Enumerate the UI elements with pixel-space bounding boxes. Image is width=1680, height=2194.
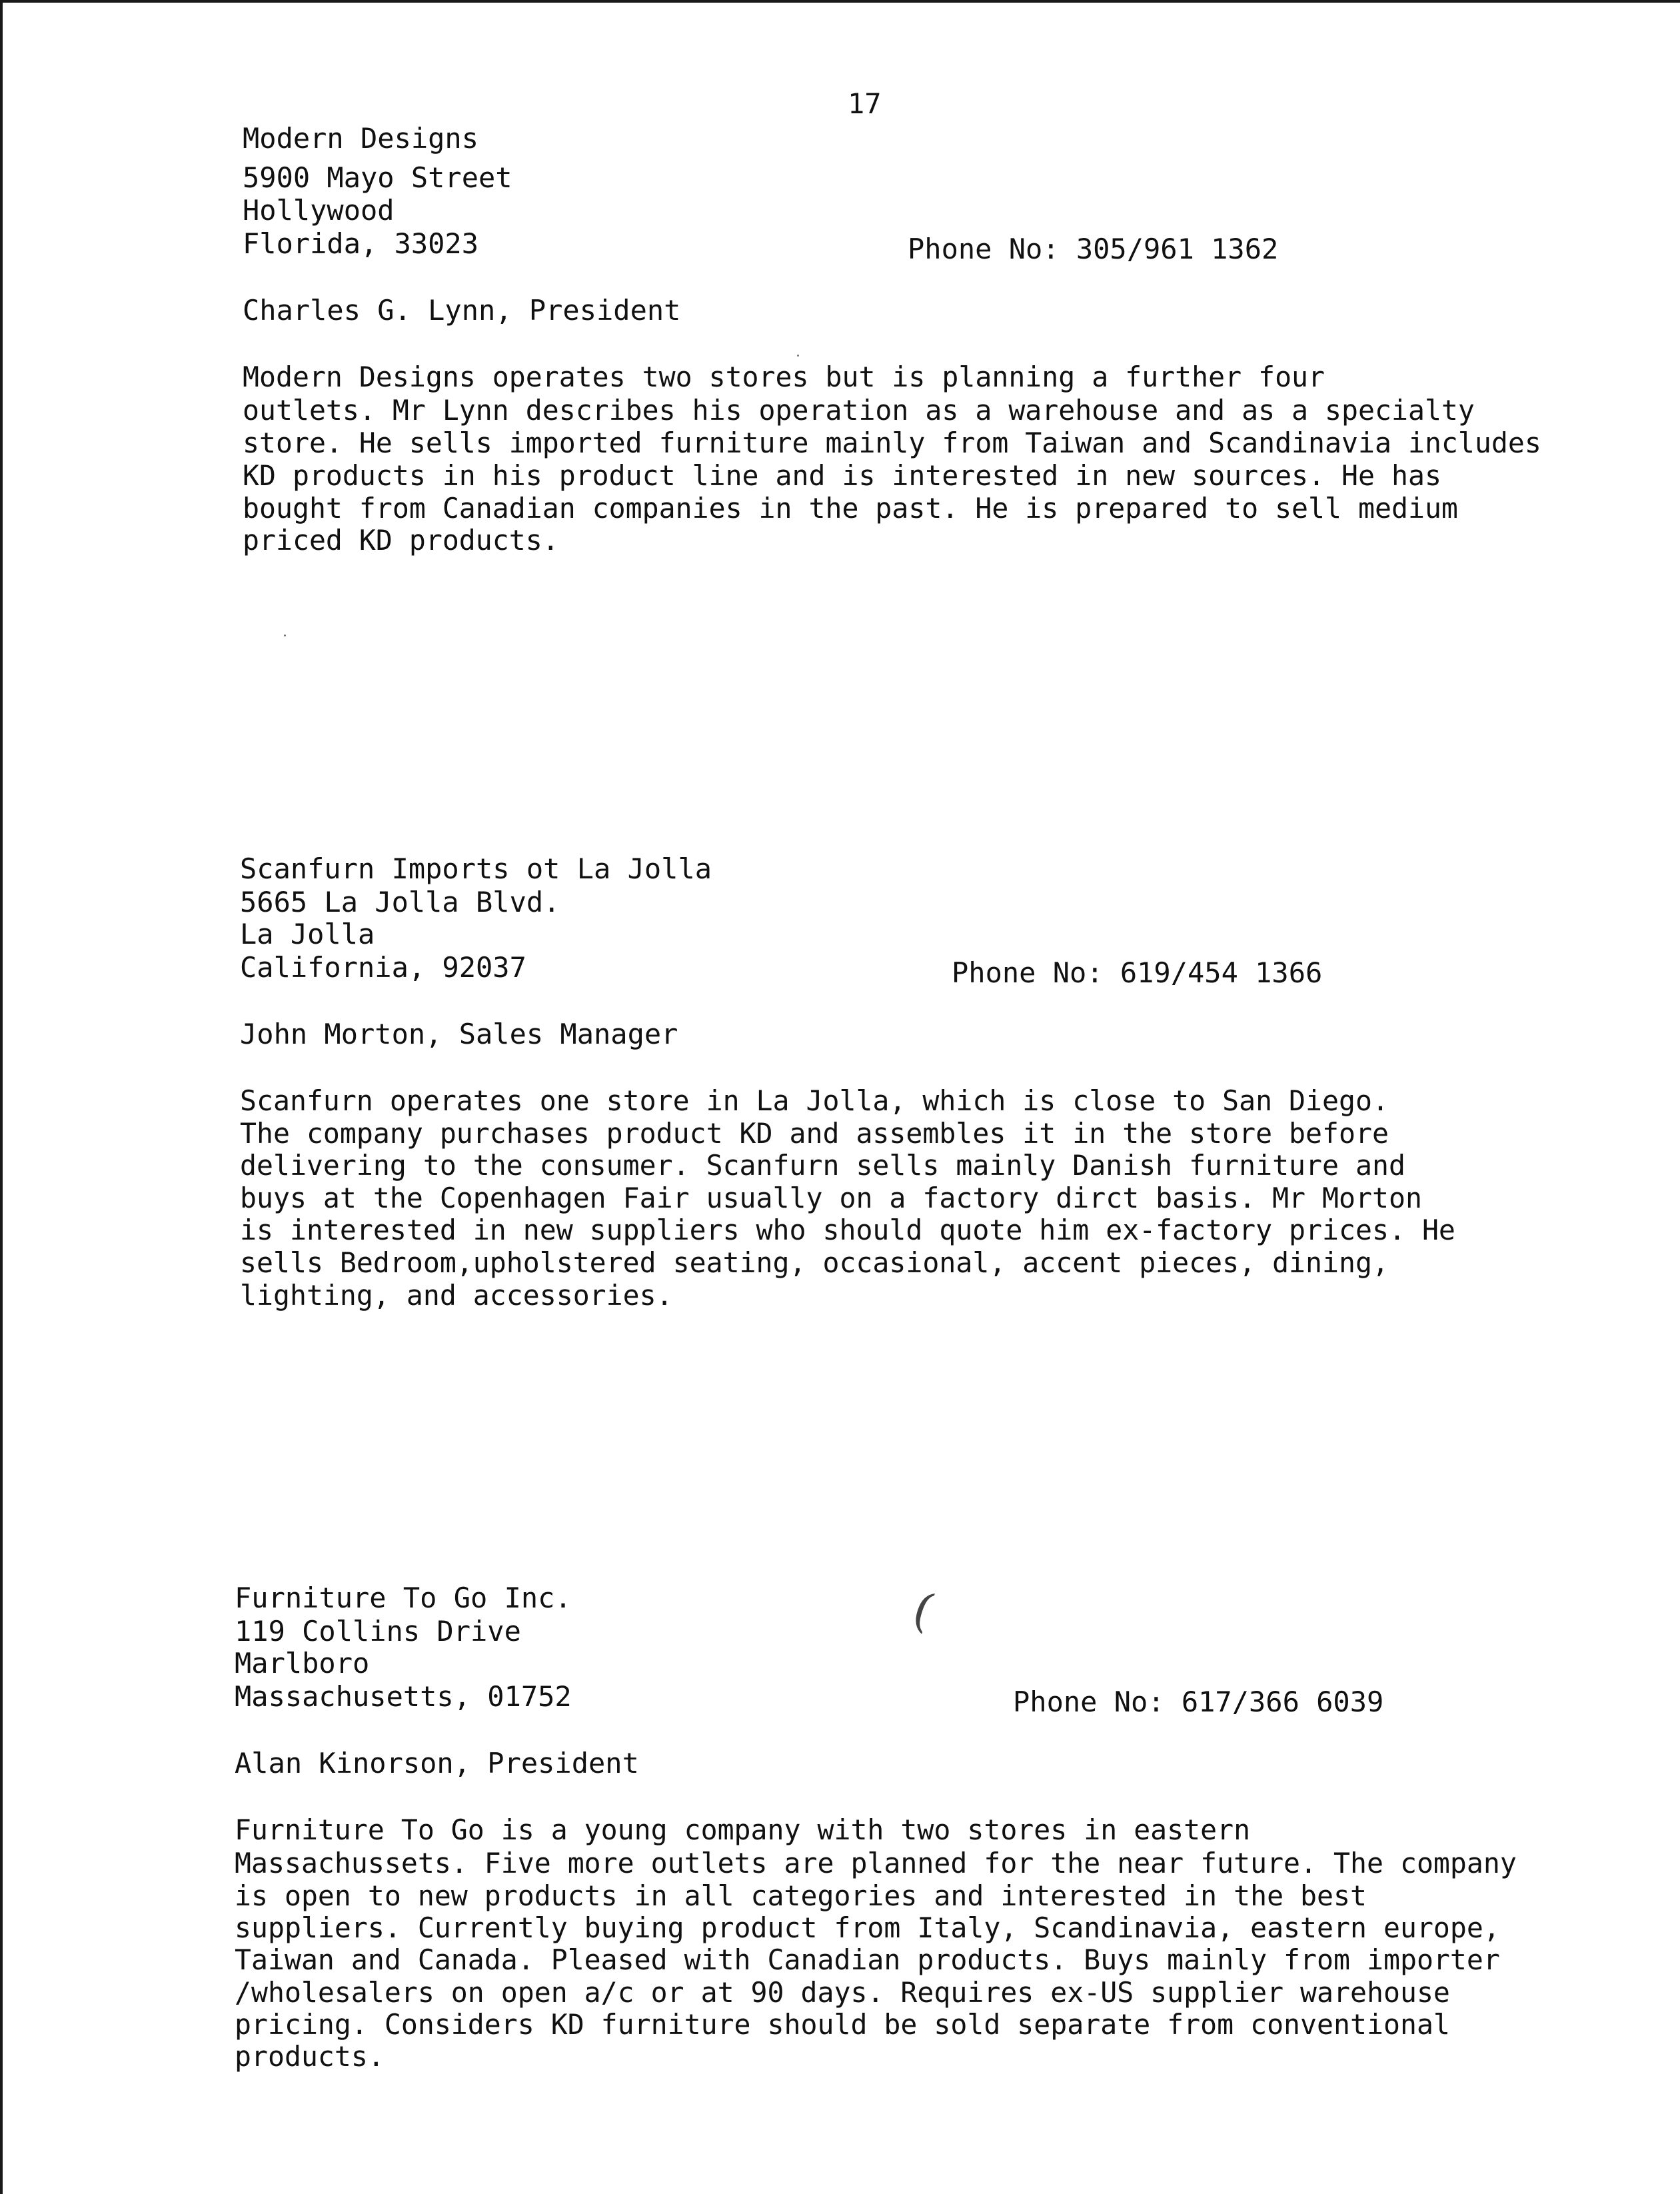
description-line: buys at the Copenhagen Fair usually on a factory dirct basis. Mr Morton xyxy=(240,1182,1422,1214)
company-name: Furniture To Go Inc. xyxy=(235,1582,572,1614)
description-line: suppliers. Currently buying product from Italy, Scandinavia, eastern europe, xyxy=(235,1911,1500,1944)
street-address: 119 Collins Drive xyxy=(235,1615,521,1647)
city: La Jolla xyxy=(240,918,375,950)
contact-person: Charles G. Lynn, President xyxy=(243,294,681,327)
pen-mark: ( xyxy=(906,1581,941,1640)
description-line: /wholesalers on open a/c or at 90 days. Requires ex-US supplier warehouse xyxy=(235,1976,1450,2009)
description-line: sells Bedroom,upholstered seating, occasional, accent pieces, dining, xyxy=(240,1246,1389,1279)
description-line: Scanfurn operates one store in La Jolla, which is close to San Diego. xyxy=(240,1084,1389,1117)
description-line: pricing. Considers KD furniture should be sold separate from conventional xyxy=(235,2008,1450,2041)
city: Hollywood xyxy=(243,194,395,227)
description-line: is open to new products in all categories and interested in the best xyxy=(235,1879,1367,1912)
description-line: Furniture To Go is a young company with two stores in eastern xyxy=(235,1813,1251,1846)
scan-border-top xyxy=(0,0,1680,3)
city: Marlboro xyxy=(235,1647,370,1679)
description-line: The company purchases product KD and assembles it in the store before xyxy=(240,1117,1389,1150)
description-line: priced KD products. xyxy=(243,524,559,556)
scan-speck xyxy=(797,355,799,357)
contact-person: Alan Kinorson, President xyxy=(235,1747,639,1779)
description-line: store. He sells imported furniture mainly from Taiwan and Scandinavia includes xyxy=(243,427,1541,459)
description-line: Taiwan and Canada. Pleased with Canadian products. Buys mainly from importer xyxy=(235,1943,1500,1976)
state-zip: California, 92037 xyxy=(240,951,526,984)
phone-number: Phone No: 617/366 6039 xyxy=(1013,1685,1384,1718)
description-line: outlets. Mr Lynn describes his operation as a warehouse and as a specialty xyxy=(243,394,1475,427)
contact-person: John Morton, Sales Manager xyxy=(240,1018,678,1050)
description-line: KD products in his product line and is interested in new sources. He has xyxy=(243,459,1441,492)
phone-number: Phone No: 305/961 1362 xyxy=(908,233,1279,265)
scan-border-left xyxy=(0,0,3,2194)
description-line: bought from Canadian companies in the past. He is prepared to sell medium xyxy=(243,492,1458,525)
description-line: Modern Designs operates two stores but is planning a further four xyxy=(243,361,1325,393)
state-zip: Massachusetts, 01752 xyxy=(235,1680,572,1713)
street-address: 5900 Mayo Street xyxy=(243,161,512,194)
description-line: lighting, and accessories. xyxy=(240,1279,673,1312)
phone-number: Phone No: 619/454 1366 xyxy=(952,956,1323,989)
company-name: Scanfurn Imports ot La Jolla xyxy=(240,852,712,885)
description-line: is interested in new suppliers who should quote him ex-factory prices. He xyxy=(240,1214,1455,1246)
description-line: products. xyxy=(235,2040,385,2073)
state-zip: Florida, 33023 xyxy=(243,227,479,260)
street-address: 5665 La Jolla Blvd. xyxy=(240,886,560,918)
company-name: Modern Designs xyxy=(243,122,479,155)
scan-speck xyxy=(284,634,286,636)
description-line: Massachussets. Five more outlets are planned for the near future. The company xyxy=(235,1847,1517,1879)
description-line: delivering to the consumer. Scanfurn sells mainly Danish furniture and xyxy=(240,1149,1405,1182)
page-number: 17 xyxy=(848,87,882,120)
